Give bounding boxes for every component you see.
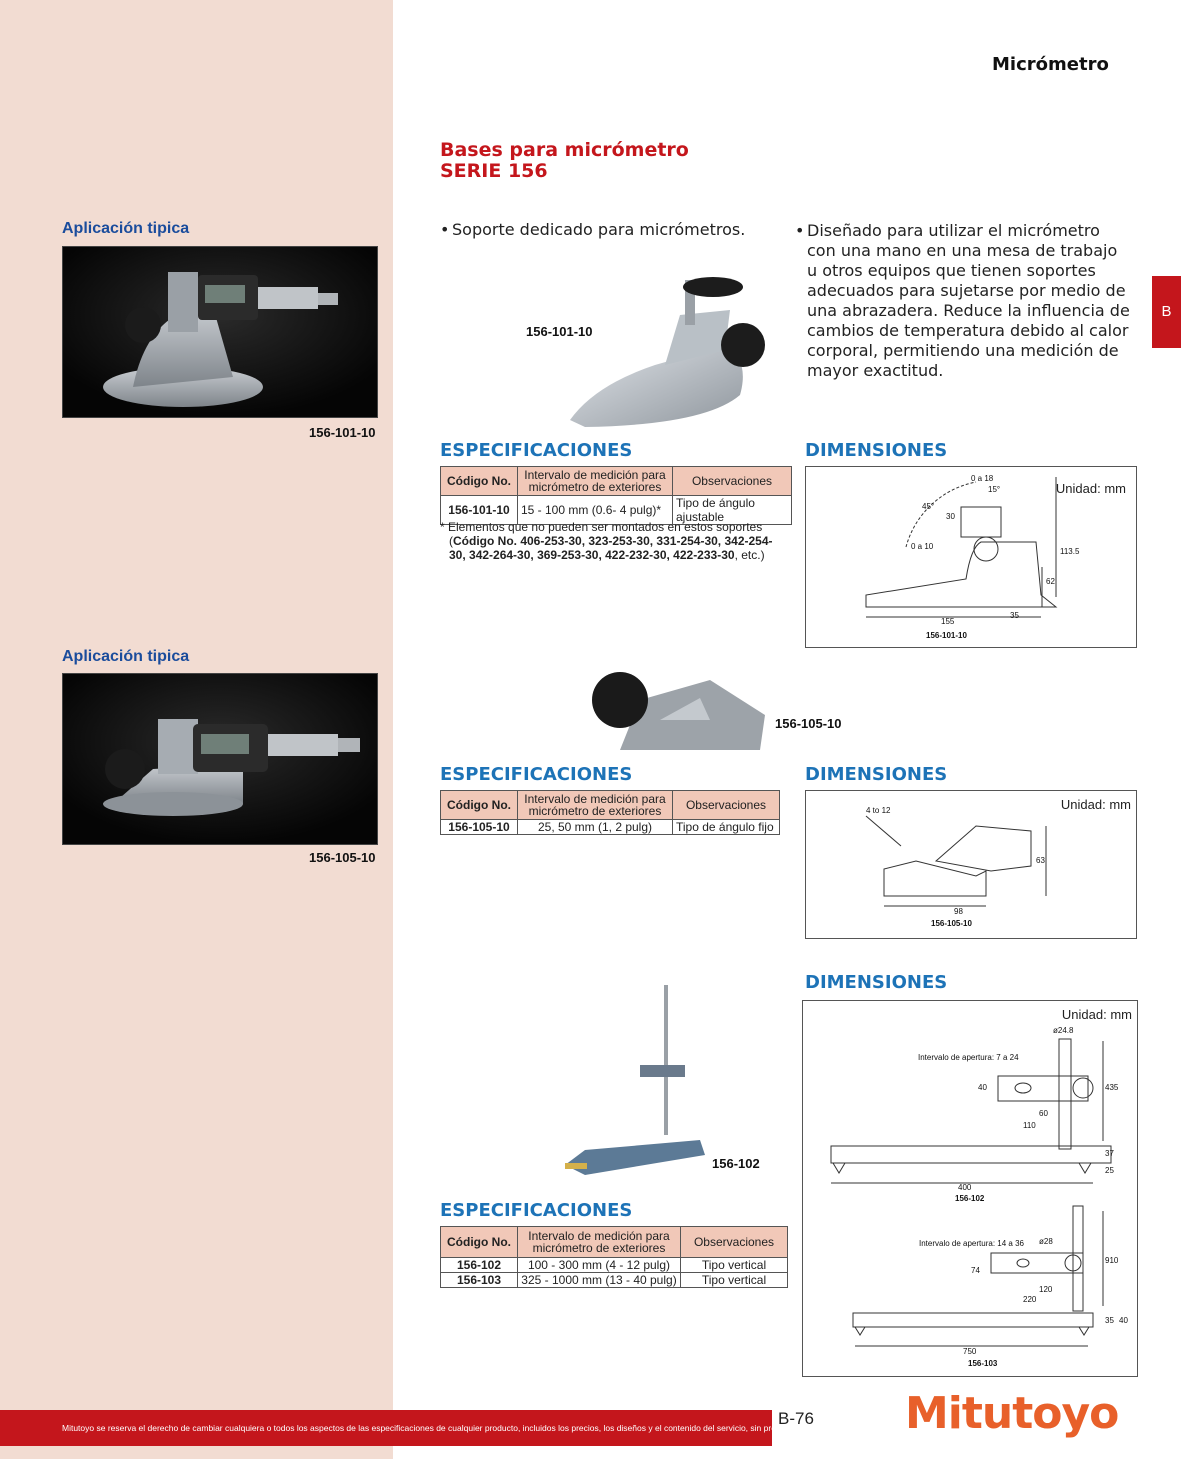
- application-photo-1: [62, 246, 378, 418]
- col-header-code: Código No.: [441, 791, 518, 820]
- bullet-2: [795, 221, 1130, 381]
- bullet-dot: •: [795, 221, 805, 240]
- dim-caption-4: 156-103: [968, 1359, 998, 1368]
- dim-label: 25: [1105, 1166, 1114, 1175]
- dim-label: 155: [941, 617, 955, 626]
- dim-label: 60: [1039, 1109, 1048, 1118]
- footnote-prefix: * Elementos que no pueden ser montados en estos soportes: [440, 520, 763, 534]
- product-label-156-105-10: 156-105-10: [775, 716, 842, 731]
- dim-caption-2: 156-105-10: [931, 919, 972, 928]
- bullet-2-line: con una mano en una mesa de trabajo: [807, 241, 1118, 260]
- photo-caption-1: 156-101-10: [309, 425, 376, 440]
- dim-label: 120: [1039, 1285, 1053, 1294]
- dimension-drawing-1: [805, 466, 1137, 648]
- dim-label: 4 to 12: [866, 806, 891, 815]
- dim-label: ø28: [1039, 1237, 1053, 1246]
- cell-range: 325 - 1000 mm (13 - 40 pulg): [518, 1273, 681, 1288]
- bullet-1-text: Soporte dedicado para micrómetros.: [452, 220, 746, 239]
- unit-label: Unidad: mm: [1060, 797, 1131, 812]
- bullet-2-line: u otros equipos que tienen soportes: [807, 261, 1096, 280]
- spec-table-3: [440, 1226, 788, 1288]
- dim-label: 400: [958, 1183, 972, 1192]
- dim-label: 220: [1023, 1295, 1037, 1304]
- product-image-156-105-10: [590, 660, 770, 755]
- product-image-156-102: [560, 980, 710, 1180]
- cell-code: 156-101-10: [441, 496, 518, 525]
- dim-label: Intervalo de apertura: 14 a 36: [919, 1239, 1024, 1248]
- dim-label: 45°: [922, 502, 935, 511]
- mitutoyo-logo[interactable]: Mitutoyo: [905, 1388, 1119, 1439]
- dim-label: 30: [946, 512, 955, 521]
- bullet-2-line: mayor exactitud.: [807, 361, 944, 380]
- table-footnote: [440, 520, 785, 562]
- col-header-code: Código No.: [441, 1227, 518, 1258]
- cell-obs: Tipo vertical: [681, 1273, 788, 1288]
- footnote-open: (: [449, 534, 453, 548]
- cell-code: 156-105-10: [441, 820, 518, 835]
- footnote-codes: [440, 534, 785, 562]
- bullet-2-line: corporal, permitiendo una medición de: [807, 341, 1119, 360]
- application-title-1: Aplicación tipica: [62, 220, 190, 237]
- col-header-range: Intervalo de medición para micrómetro de exteriores: [518, 791, 673, 820]
- bullet-1: [440, 220, 745, 240]
- dimensions-heading-3: DIMENSIONES: [805, 972, 948, 993]
- dim-label: 40: [978, 1083, 987, 1092]
- photo-caption-2: 156-105-10: [309, 850, 376, 865]
- dimension-drawing-3: [802, 1000, 1138, 1377]
- unit-label: Unidad: mm: [1061, 1007, 1132, 1022]
- dim-label: 40: [1119, 1316, 1128, 1325]
- dim-label: 910: [1105, 1256, 1119, 1265]
- col-header-range: Intervalo de medición para micrómetro de exteriores: [518, 467, 673, 496]
- cell-code: 156-102: [441, 1258, 518, 1273]
- product-title: [440, 140, 689, 182]
- footnote-code-list: Código No. 406-253-30, 323-253-30, 331-254-30, 342-254-30, 342-264-30, 369-253-30, 422-232-30, 422-233-30: [449, 534, 773, 562]
- specifications-heading-2: ESPECIFICACIONES: [440, 764, 633, 785]
- table-row: [441, 1273, 788, 1288]
- table-row: [441, 1258, 788, 1273]
- dim-label: 37: [1105, 1149, 1114, 1158]
- page-number: B-76: [778, 1409, 814, 1428]
- dim-label: 113.5: [1060, 547, 1080, 556]
- product-label-156-101-10: 156-101-10: [526, 324, 593, 339]
- dim-label: 0 a 10: [911, 542, 934, 551]
- table-row: [441, 820, 780, 835]
- col-header-range: Intervalo de medición para micrómetro de exteriores: [518, 1227, 681, 1258]
- dim-label: 98: [954, 907, 963, 916]
- dim-label: 750: [963, 1347, 977, 1356]
- dim-label: 35: [1105, 1316, 1114, 1325]
- cell-range: 15 - 100 mm (0.6- 4 pulg)*: [518, 496, 673, 525]
- specifications-heading-1: ESPECIFICACIONES: [440, 440, 633, 461]
- dim-caption-1: 156-101-10: [926, 631, 967, 640]
- dim-label: 0 a 18: [971, 474, 994, 483]
- dim-label: ø24.8: [1053, 1026, 1074, 1035]
- product-label-156-102: 156-102: [712, 1156, 760, 1171]
- col-header-code: Código No.: [441, 467, 518, 496]
- bullet-2-line: una abrazadera. Reduce la influencia de: [807, 301, 1130, 320]
- dim-label: 62: [1046, 577, 1055, 586]
- application-photo-2: [62, 673, 378, 845]
- section-title: Micrómetro: [992, 54, 1109, 75]
- application-title-2: Aplicación tipica: [62, 648, 190, 665]
- spec-table-1: [440, 466, 792, 525]
- bullet-2-line: Diseñado para utilizar el micrómetro: [807, 221, 1100, 240]
- dimensions-heading-1: DIMENSIONES: [805, 440, 948, 461]
- dim-caption-3: 156-102: [955, 1194, 985, 1203]
- col-header-obs: Observaciones: [673, 791, 780, 820]
- bullet-2-line: cambios de temperatura debido al calor: [807, 321, 1129, 340]
- dim-label: 15°: [988, 485, 1001, 494]
- dim-label: 74: [971, 1266, 980, 1275]
- product-title-line1: Bases para micrómetro: [440, 139, 689, 161]
- cell-obs: Tipo vertical: [681, 1258, 788, 1273]
- cell-range: 100 - 300 mm (4 - 12 pulg): [518, 1258, 681, 1273]
- dim-label: 110: [1023, 1121, 1036, 1130]
- footer-disclaimer: Mitutoyo se reserva el derecho de cambiar cualquiera o todos los aspectos de las especificaciones de cualquier producto, incluidos los precios, los diseños y el contenido del servicio, sin previo aviso.: [62, 1423, 812, 1433]
- cell-range: 25, 50 mm (1, 2 pulg): [518, 820, 673, 835]
- section-tab[interactable]: B: [1152, 276, 1181, 348]
- dim-label: 63: [1036, 856, 1045, 865]
- dim-label: 35: [1010, 611, 1019, 620]
- bullet-dot: •: [440, 220, 450, 239]
- spec-table-2: [440, 790, 780, 835]
- cell-code: 156-103: [441, 1273, 518, 1288]
- dim-label: 435: [1105, 1083, 1119, 1092]
- col-header-obs: Observaciones: [673, 467, 792, 496]
- cell-obs: Tipo de ángulo ajustable: [673, 496, 792, 525]
- col-header-obs: Observaciones: [681, 1227, 788, 1258]
- product-image-156-101-10: [565, 265, 785, 430]
- footnote-close: , etc.): [734, 548, 765, 562]
- dimension-drawing-2: [805, 790, 1137, 939]
- unit-label: Unidad: mm: [1055, 481, 1126, 496]
- bullet-2-line: adecuados para sujetarse por medio de: [807, 281, 1126, 300]
- dimensions-heading-2: DIMENSIONES: [805, 764, 948, 785]
- cell-obs: Tipo de ángulo fijo: [673, 820, 780, 835]
- product-title-line2: SERIE 156: [440, 160, 548, 182]
- specifications-heading-3: ESPECIFICACIONES: [440, 1200, 633, 1221]
- dim-label: Intervalo de apertura: 7 a 24: [918, 1053, 1019, 1062]
